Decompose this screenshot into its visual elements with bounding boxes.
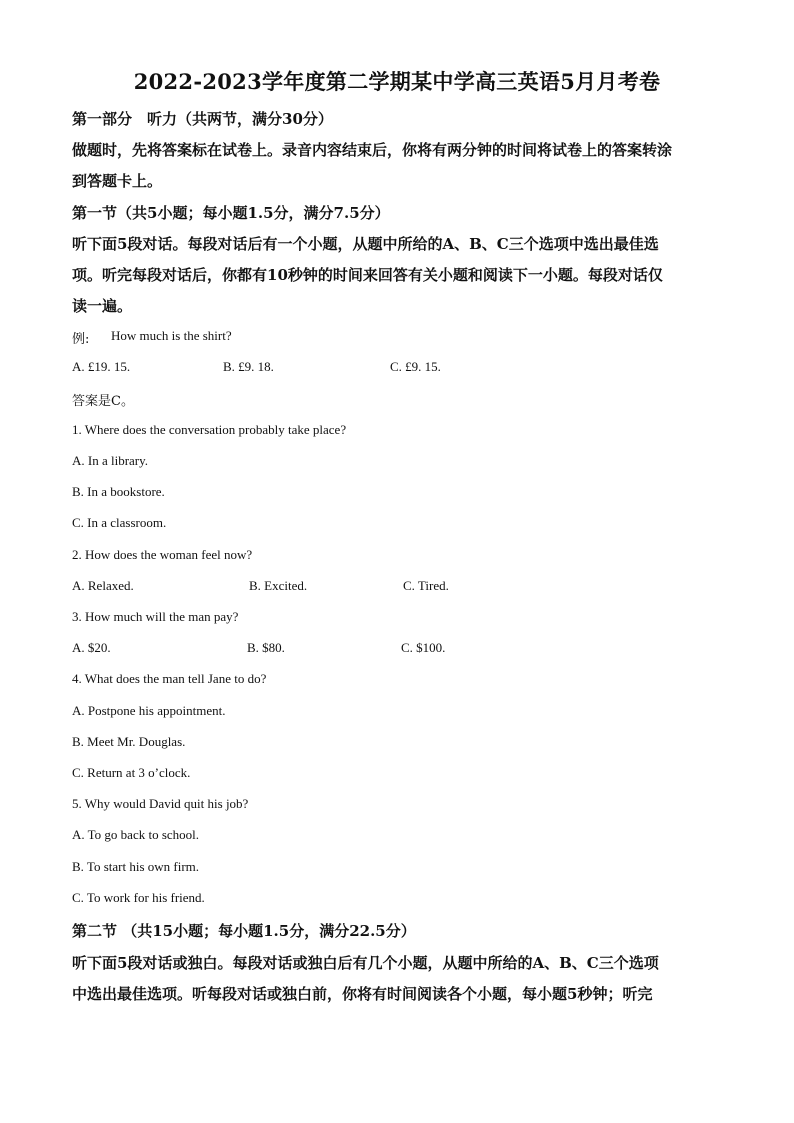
section1-instruction: 项。听完每段对话后，你都有10秒钟的时间来回答有关小题和阅读下一小题。每段对话仅 <box>72 266 663 284</box>
section2-heading: 第二节 （共15小题；每小题1.5分，满分22.5分） <box>72 922 416 940</box>
answer-option: B. Meet Mr. Douglas. <box>72 734 186 749</box>
section2-instruction: 中选出最佳选项。听每段对话或独白前，你将有时间阅读各个小题，每小题5秒钟；听完 <box>72 985 653 1003</box>
section1-heading: 第一节（共5小题；每小题1.5分，满分7.5分） <box>72 204 390 222</box>
answer-option: C. Tired. <box>403 578 449 593</box>
question-text: 2. How does the woman feel now? <box>72 547 253 562</box>
answer-option: A. Relaxed. <box>72 578 134 593</box>
answer-option: A. $20. <box>72 640 111 655</box>
answer-option: A. In a library. <box>72 453 149 468</box>
answer-option: B. In a bookstore. <box>72 484 165 499</box>
section1-instruction: 听下面5段对话。每段对话后有一个小题，从题中所给的A、B、C三个选项中选出最佳选 <box>72 235 659 253</box>
answer-option: A. Postpone his appointment. <box>72 703 226 718</box>
example-option: B. £9. 18. <box>223 359 274 374</box>
answer-option: B. To start his own firm. <box>72 859 200 874</box>
example-option: A. £19. 15. <box>72 359 131 374</box>
example-answer: 答案是C。 <box>72 394 134 409</box>
answer-option: A. To go back to school. <box>72 827 200 842</box>
answer-option: C. To work for his friend. <box>72 890 205 905</box>
instruction-line: 到答题卡上。 <box>72 172 163 190</box>
example-question: How much is the shirt? <box>111 328 232 343</box>
part1-heading: 第一部分 听力（共两节，满分30分） <box>72 110 333 128</box>
page-title: 2022-2023学年度第二学期某中学高三英语5月月考卷 <box>133 69 661 94</box>
question-text: 4. What does the man tell Jane to do? <box>72 671 267 686</box>
answer-option: B. $80. <box>247 640 285 655</box>
answer-option: C. In a classroom. <box>72 515 167 530</box>
section2-instruction: 听下面5段对话或独白。每段对话或独白后有几个小题，从题中所给的A、B、C三个选项 <box>72 954 659 972</box>
question-text: 1. Where does the conversation probably take place? <box>72 422 347 437</box>
answer-option: C. $100. <box>401 640 446 655</box>
question-text: 3. How much will the man pay? <box>72 609 239 624</box>
question-text: 5. Why would David quit his job? <box>72 796 249 811</box>
answer-option: C. Return at 3 o’clock. <box>72 765 191 780</box>
example-label: 例: <box>72 332 90 347</box>
instruction-line: 做题时，先将答案标在试卷上。录音内容结束后，你将有两分钟的时间将试卷上的答案转涂 <box>72 141 673 159</box>
example-option: C. £9. 15. <box>390 359 441 374</box>
answer-option: B. Excited. <box>249 578 308 593</box>
section1-instruction: 读一遍。 <box>72 297 133 315</box>
